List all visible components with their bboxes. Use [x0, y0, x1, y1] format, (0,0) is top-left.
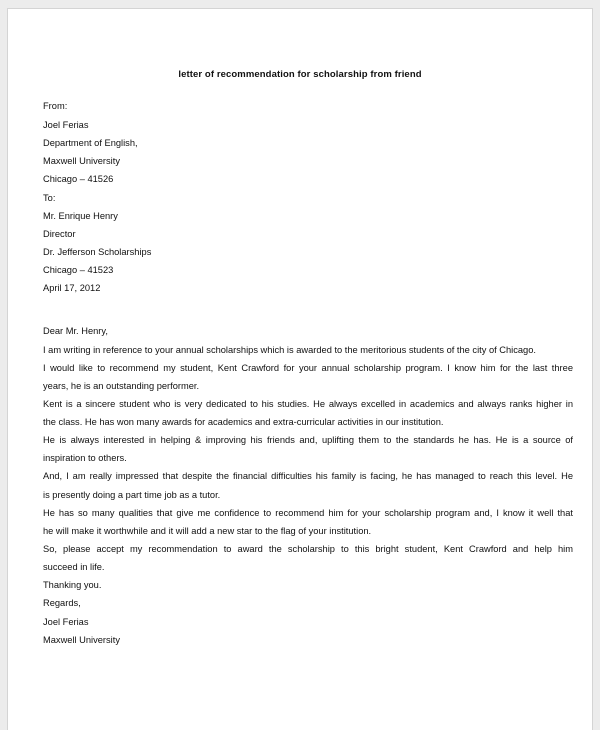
body-line: He is always interested in helping & improving his friends and, uplifting them to the standards he has. He is a source of: [43, 435, 573, 445]
to-label: To:: [43, 193, 56, 203]
body-line: succeed in life.: [43, 562, 105, 572]
recipient-city: Chicago – 41523: [43, 265, 114, 275]
signature-university: Maxwell University: [43, 635, 120, 645]
closing-regards: Regards,: [43, 598, 81, 608]
from-label: From:: [43, 101, 68, 111]
body-line: he will make it worthwhile and it will add a new star to the flag of your institution.: [43, 526, 372, 536]
body-line: So, please accept my recommendation to award the scholarship to this bright student, Kent Crawford and help him: [43, 544, 573, 554]
body-line: I would like to recommend my student, Kent Crawford for your annual scholarship program. I know him for the last three: [43, 363, 573, 373]
body-line: Kent is a sincere student who is very dedicated to his studies. He always excelled in academics and always ranks higher in: [43, 399, 573, 409]
letter-date: April 17, 2012: [43, 283, 101, 293]
body-line: And, I am really impressed that despite the financial difficulties his family is facing, he has managed to reach this level. He: [43, 471, 573, 481]
body-line: years, he is an outstanding performer.: [43, 381, 200, 391]
salutation: Dear Mr. Henry,: [43, 326, 108, 336]
recipient-organization: Dr. Jefferson Scholarships: [43, 247, 152, 257]
signature-name: Joel Ferias: [43, 617, 89, 627]
letter-title: letter of recommendation for scholarship from friend: [178, 69, 422, 80]
body-line: inspiration to others.: [43, 453, 127, 463]
body-line: is presently doing a part time job as a tutor.: [43, 490, 221, 500]
closing-thanks: Thanking you.: [43, 580, 102, 590]
recipient-title: Director: [43, 229, 76, 239]
sender-department: Department of English,: [43, 138, 138, 148]
body-line: the class. He has won many awards for academics and extra-curricular activities in our institution.: [43, 417, 444, 427]
body-line: I am writing in reference to your annual scholarships which is awarded to the meritorious students of the city of Chicago.: [43, 345, 536, 355]
sender-name: Joel Ferias: [43, 120, 89, 130]
sender-university: Maxwell University: [43, 156, 120, 166]
document-page: [7, 8, 593, 730]
body-line: He has so many qualities that give me confidence to recommend him for your scholarship program and, I know it well that: [43, 508, 573, 518]
sender-city: Chicago – 41526: [43, 174, 114, 184]
recipient-name: Mr. Enrique Henry: [43, 211, 118, 221]
